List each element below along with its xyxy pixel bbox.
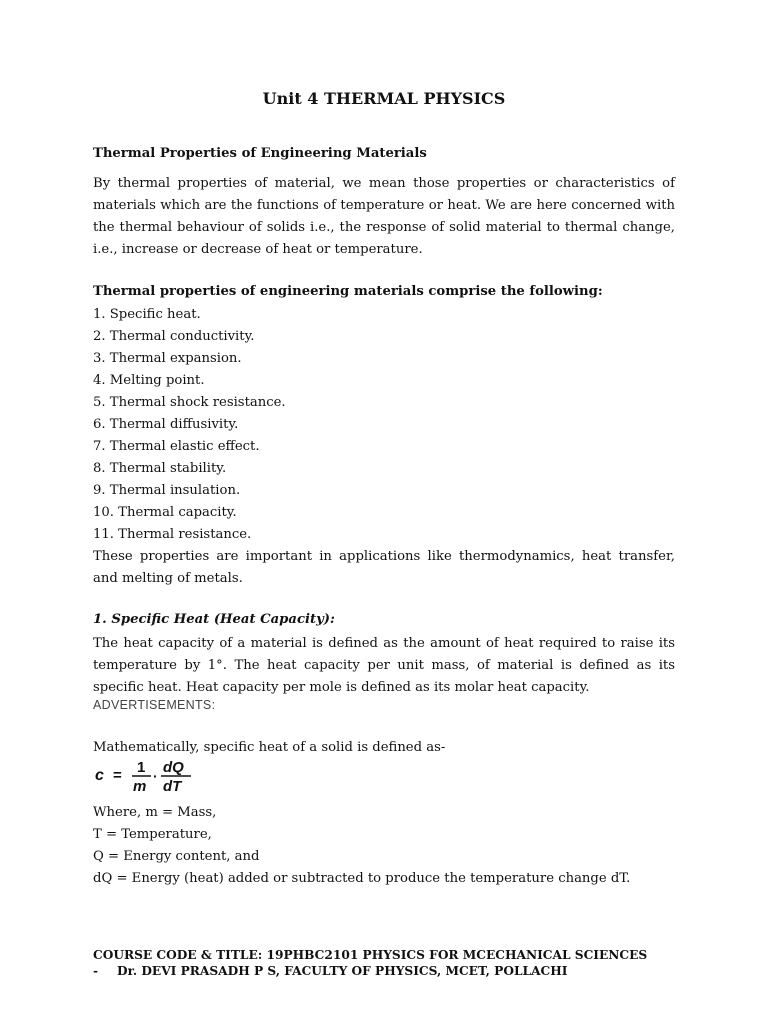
footer-course-line: COURSE CODE & TITLE: 19PHBC2101 PHYSICS FOR MCECHANICAL SCIENCES: [93, 948, 648, 962]
intro-paragraph: By thermal properties of material, we mean those properties or characteristics of materials which are the functions of temperature or heat. We are here concerned with the thermal behaviour of solids i.e., the response of solid material to thermal change, i.e., increase or decrease of heat or temperature.: [93, 176, 675, 257]
footer-dash: -: [93, 964, 99, 978]
list-item: 1. Specific heat.: [93, 307, 201, 322]
list-item: 5. Thermal shock resistance.: [93, 395, 286, 410]
list-item: T = Temperature,: [93, 827, 212, 842]
specific-heat-paragraph: The heat capacity of a material is defined as the amount of heat required to raise its temperature by 1°. The heat capacity per unit mass, of material is defined as its specific heat. Heat capacity per mole is defined as its molar heat capacity.: [93, 636, 675, 695]
applications-paragraph: These properties are important in applications like thermodynamics, heat transfer, and melting of metals.: [93, 549, 675, 586]
math-intro: Mathematically, specific heat of a solid is defined as-: [93, 740, 446, 755]
list-item: Q = Energy content, and: [93, 849, 260, 864]
list-item: 7. Thermal elastic effect.: [93, 439, 260, 454]
list-heading: Thermal properties of engineering materials comprise the following:: [93, 284, 603, 299]
specific-heat-formula: [93, 756, 203, 794]
advertisement-label: ADVERTISEMENTS:: [93, 698, 216, 712]
page-title: Unit 4 THERMAL PHYSICS: [262, 89, 506, 108]
formula-dot: ·: [153, 768, 158, 784]
formula-equals: =: [113, 767, 122, 784]
list-item: 11. Thermal resistance.: [93, 527, 252, 542]
formula-denominator-2: dT: [163, 778, 182, 794]
list-item: 3. Thermal expansion.: [93, 351, 242, 366]
properties-list: [93, 304, 286, 546]
definitions-list: [93, 802, 630, 890]
formula-numerator-2: dQ: [163, 759, 184, 776]
list-item: 10. Thermal capacity.: [93, 505, 237, 520]
formula-numerator-1: 1: [137, 759, 146, 776]
formula-lhs: c: [95, 767, 104, 784]
footer-faculty-text: Dr. DEVI PRASADH P S, FACULTY OF PHYSICS, MCET, POLLACHI: [117, 964, 568, 978]
footer-faculty-line: [93, 964, 568, 978]
list-item: Where, m = Mass,: [93, 805, 217, 820]
section-heading: Thermal Properties of Engineering Materials: [93, 146, 427, 161]
list-item: 9. Thermal insulation.: [93, 483, 241, 498]
list-item: 6. Thermal diffusivity.: [93, 417, 239, 432]
formula-denominator-1: m: [133, 778, 147, 794]
list-item: dQ = Energy (heat) added or subtracted to produce the temperature change dT.: [93, 871, 631, 886]
list-item: 8. Thermal stability.: [93, 461, 227, 476]
list-item: 2. Thermal conductivity.: [93, 329, 255, 344]
subsection-heading: 1. Specific Heat (Heat Capacity):: [93, 612, 335, 627]
list-item: 4. Melting point.: [93, 373, 205, 388]
